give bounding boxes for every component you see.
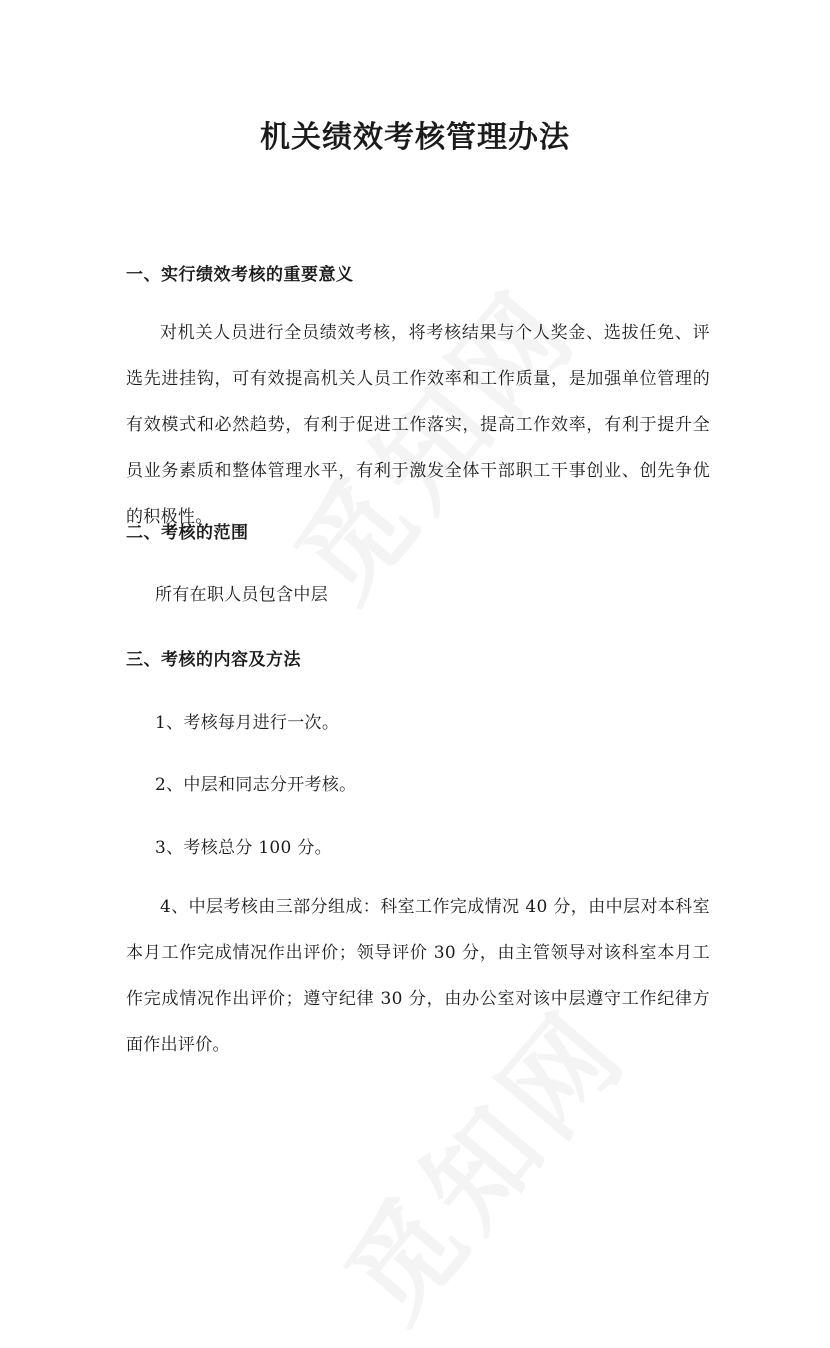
section-line-scope: 所有在职人员包含中层 bbox=[155, 585, 328, 605]
section-heading-scope: 二、考核的范围 bbox=[126, 523, 249, 543]
section-heading-significance: 一、实行绩效考核的重要意义 bbox=[126, 265, 354, 285]
section-paragraph-method: 4、中层考核由三部分组成：科室工作完成情况 40 分，由中层对本科室本月工作完成情况作出评价；领导评价 30 分，由主管领导对该科室本月工作完成情况作出评价；遵守纪律 30 分，由办公室对该中层遵守工作纪律方面作出评价。 bbox=[126, 897, 710, 1055]
section-heading-method: 三、考核的内容及方法 bbox=[126, 650, 301, 670]
document-title: 机关绩效考核管理办法 bbox=[260, 120, 570, 155]
list-item: 2、中层和同志分开考核。 bbox=[155, 775, 357, 795]
section-paragraph-significance: 对机关人员进行全员绩效考核，将考核结果与个人奖金、选拔任免、评选先进挂钩，可有效提高机关人员工作效率和工作质量，是加强单位管理的有效模式和必然趋势，有利于促进工作落实，提高工作效率，有利于提升全员业务素质和整体管理水平，有利于激发全体干部职工干事创业、创先争优的积极性。 bbox=[126, 323, 710, 527]
list-item: 1、考核每月进行一次。 bbox=[155, 713, 340, 733]
list-item: 3、考核总分 100 分。 bbox=[155, 838, 332, 858]
